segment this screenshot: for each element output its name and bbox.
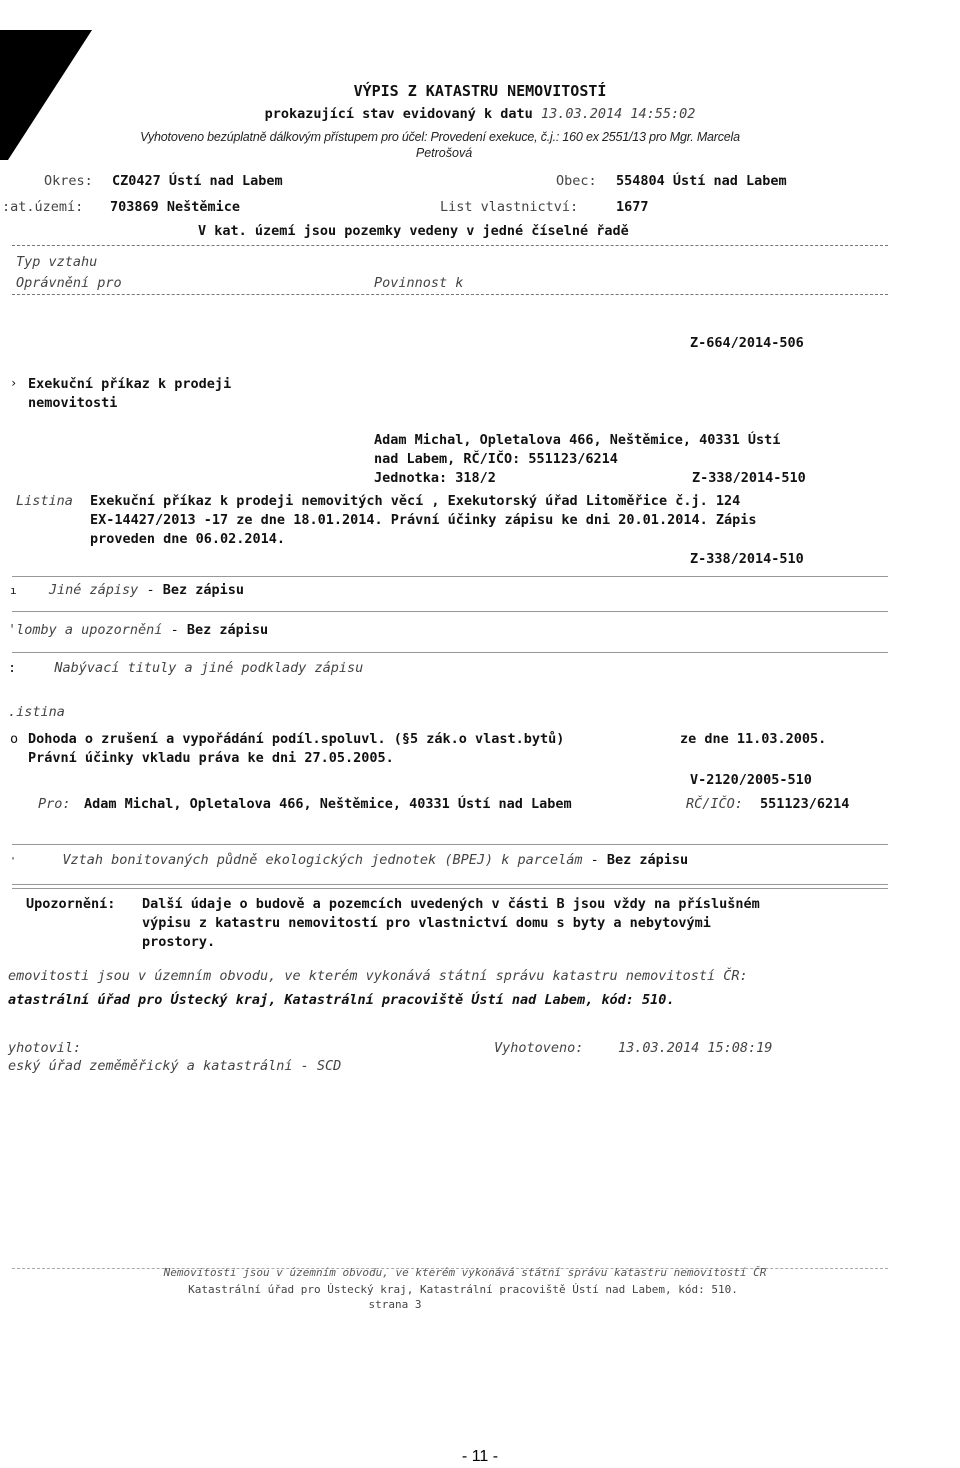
listina-line1: Exekuční příkaz k prodeji nemovitých věcí , Exekutorský úřad Litoměřice č.j. 124 <box>90 493 741 509</box>
deed-date: ze dne 11.03.2005. <box>680 731 827 747</box>
okres-value: CZ0427 Ústí nad Labem <box>112 173 283 189</box>
deed-bullet: o <box>10 731 19 747</box>
deed-pro-label: Pro: <box>38 796 71 812</box>
section-bullet: ı <box>10 584 17 597</box>
footer-line2: Katastrální úřad pro Ústecký kraj, Katastrální pracoviště Ústí nad Labem, kód: 510. <box>188 1283 738 1296</box>
divider <box>12 888 888 889</box>
okres-label: Okres: <box>44 173 93 189</box>
listina-ref: Z-338/2014-510 <box>690 551 804 567</box>
owner-line2: nad Labem, RČ/IČO: 551123/6214 <box>374 451 618 467</box>
bpej-label: Vztah bonitovaných půdně ekologických jednotek (BPEJ) k parcelám <box>62 852 583 868</box>
owner-line1: Adam Michal, Opletalova 466, Neštěmice, 40331 Ústí <box>374 432 781 448</box>
footer-line1: Nemovitosti jsou v územním obvodu, ve kterém vykonává státní správu katastru nemovitostí ČR <box>163 1266 767 1279</box>
obec-value: 554804 Ústí nad Labem <box>616 173 787 189</box>
section-bullet: : <box>8 660 17 676</box>
purpose-note-line1: Vyhotoveno bezúplatně dálkovým přístupem pro účel: Provedení exekuce, č.j.: 160 ex 2551/13 pro Mgr. Marcela <box>140 130 740 144</box>
deed-line1: Dohoda o zrušení a vypořádání podíl.spoluvl. (§5 zák.o vlast.bytů) <box>28 731 565 747</box>
produced-on-label: Vyhotoveno: <box>494 1040 584 1056</box>
deed-ref: V-2120/2005-510 <box>690 772 812 788</box>
document-title: VÝPIS Z KATASTRU NEMOVITOSTÍ <box>353 82 607 100</box>
dash: - <box>170 622 187 638</box>
divider <box>12 294 888 295</box>
unit: Jednotka: 318/2 <box>374 470 496 486</box>
purpose-note-line2: Petrošová <box>415 146 473 160</box>
unit-ref: Z-338/2014-510 <box>692 470 806 486</box>
record-ref-top: Z-664/2014-506 <box>690 335 804 351</box>
parcel-numbering-note: V kat. území jsou pozemky vedeny v jedné číselné řadě <box>198 223 629 239</box>
notice-line2: výpisu z katastru nemovitostí pro vlastnictví domu s byty a nebytovými <box>142 915 711 931</box>
kat-uzemi-value: 703869 Neštěmice <box>110 199 241 215</box>
plomby-label: 'lomby a upozornění <box>8 622 163 638</box>
record-type-line2: nemovitosti <box>28 395 118 411</box>
listina-label: Listina <box>16 493 73 509</box>
divider <box>12 576 888 577</box>
page-number: - 11 - <box>461 1448 499 1465</box>
office-line2: atastrální úřad pro Ústecký kraj, Katastrální pracoviště Ústí nad Labem, kód: 510. <box>8 992 675 1008</box>
lv-value: 1677 <box>616 199 649 215</box>
document-subtitle <box>0 106 960 122</box>
dash: - <box>146 582 163 598</box>
produced-by-value: eský úřad zeměměřický a katastrální - SCD <box>8 1058 342 1074</box>
divider <box>12 844 888 845</box>
obec-label: Obec: <box>556 173 597 189</box>
section-bullet: ' <box>10 856 17 867</box>
deed-rc-value: 551123/6214 <box>760 796 850 812</box>
notice-line1: Další údaje o budově a pozemcích uvedených v části B jsou vždy na příslušném <box>142 896 760 912</box>
plomby-row <box>8 622 268 638</box>
divider <box>12 611 888 612</box>
divider <box>12 652 888 653</box>
deed-rc-label: RČ/IČO: <box>686 796 743 812</box>
bpej-value: Bez zápisu <box>606 852 689 868</box>
listina-section-label: .istina <box>8 704 65 720</box>
deed-line2: Právní účinky vkladu práva ke dni 27.05.2005. <box>28 750 394 766</box>
jine-zapisy-label: Jiné zápisy <box>48 582 139 598</box>
divider <box>12 884 888 885</box>
lv-label: List vlastnictví: <box>440 199 579 215</box>
subtitle-date: 13.03.2014 14:55:02 <box>540 106 696 122</box>
plomby-value: Bez zápisu <box>186 622 269 638</box>
kat-uzemi-label: :at.území: <box>2 199 84 215</box>
subtitle-prefix: prokazující stav evidovaný k datu <box>264 106 533 122</box>
dash: - <box>590 852 607 868</box>
record-bullet: › <box>10 376 18 390</box>
notice-label: Upozornění: <box>26 896 116 912</box>
listina-line2: EX-14427/2013 -17 ze dne 18.01.2014. Právní účinky zápisu ke dni 20.01.2014. Zápis <box>90 512 757 528</box>
nabyvaci-label: Nabývací tituly a jiné podklady zápisu <box>54 660 364 676</box>
notice-line3: prostory. <box>142 934 216 950</box>
col-opravneni-pro: Oprávnění pro <box>16 275 122 291</box>
jine-zapisy-row <box>10 582 244 598</box>
listina-line3: proveden dne 06.02.2014. <box>90 531 286 547</box>
footer-page: strana 3 <box>368 1298 422 1311</box>
divider <box>12 245 888 246</box>
bpej-row <box>10 852 688 868</box>
record-type-line1: Exekuční příkaz k prodeji <box>28 376 232 392</box>
produced-on-value: 13.03.2014 15:08:19 <box>618 1040 773 1056</box>
jine-zapisy-value: Bez zápisu <box>162 582 244 598</box>
deed-pro-value: Adam Michal, Opletalova 466, Neštěmice, 40331 Ústí nad Labem <box>84 796 572 812</box>
col-povinnost-k: Povinnost k <box>374 275 464 291</box>
col-typ-vztahu: Typ vztahu <box>16 254 98 270</box>
nabyvaci-row <box>8 660 363 676</box>
office-line1: emovitosti jsou v územním obvodu, ve kterém vykonává státní správu katastru nemovitostí ČR: <box>8 968 748 984</box>
produced-by-label: yhotovil: <box>8 1040 82 1056</box>
